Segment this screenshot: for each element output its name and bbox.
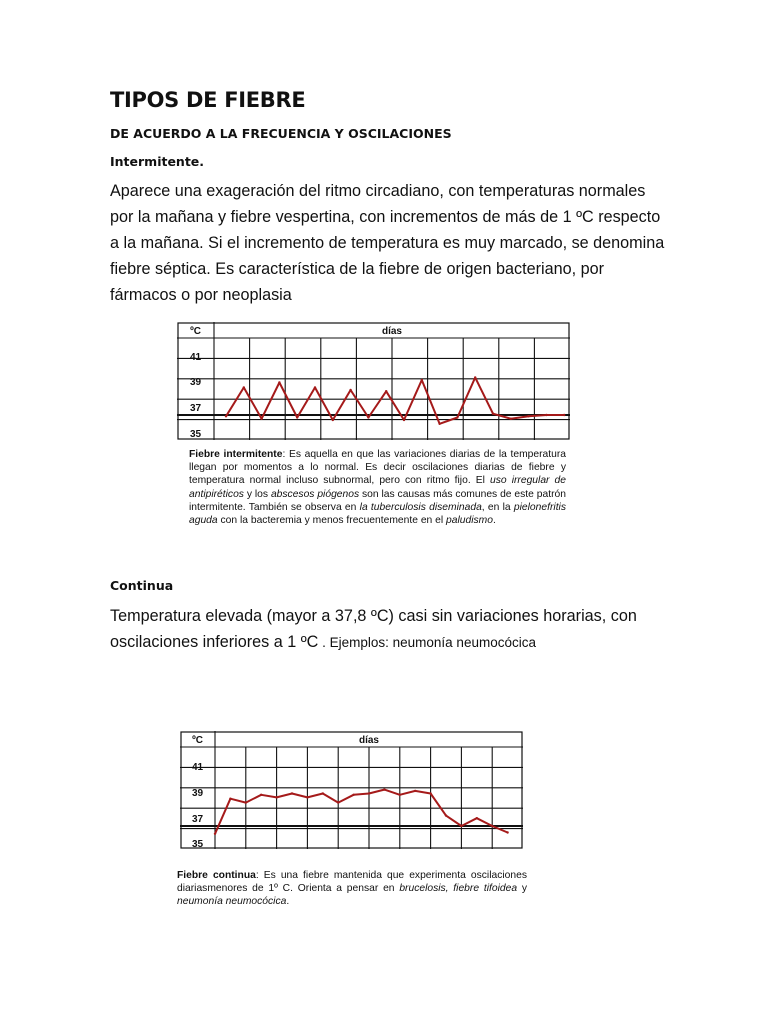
caption-text: , en la	[481, 501, 514, 513]
chart-data-point	[225, 415, 227, 417]
chart-data-point	[332, 419, 334, 421]
chart-y-tick-label: 39	[189, 377, 202, 388]
caption-text: .	[492, 515, 496, 527]
chart-data-point	[476, 817, 478, 819]
caption-text: con la bacteremia y menos frecuentemente en el	[217, 515, 447, 527]
chart-y-tick-label: 41	[191, 762, 204, 773]
chart-data-point	[229, 798, 231, 800]
chart-data-point	[460, 825, 462, 827]
page-title: TIPOS DE FIEBRE	[110, 88, 306, 112]
caption-emphasis: abscesos piógenos	[270, 488, 360, 500]
chart-frame	[178, 323, 569, 439]
chart-data-point	[403, 419, 405, 421]
continuous-fever-chart	[180, 731, 523, 849]
chart-y-tick-label: 39	[191, 788, 204, 799]
chart-data-point	[322, 792, 324, 794]
chart-data-point	[349, 389, 351, 391]
chart-y-tick-label: 41	[189, 352, 202, 363]
chart-data-point	[314, 386, 316, 388]
chart-data-point	[491, 825, 493, 827]
chart-data-point	[368, 792, 370, 794]
page-subtitle: DE ACUERDO A LA FRECUENCIA Y OSCILACIONES	[110, 126, 452, 141]
chart-data-point	[306, 796, 308, 798]
chart-data-point	[527, 415, 529, 417]
caption-text: son las causas más comunes de este patrón intermitente. También se observa en	[189, 488, 566, 513]
chart-data-point	[260, 418, 262, 420]
section-heading-continua: Continua	[110, 578, 174, 593]
chart-data-point	[214, 833, 216, 835]
chart-x-label: días	[381, 326, 403, 337]
caption-emphasis: brucelosis, fiebre tifoidea	[399, 883, 518, 895]
chart-data-point	[291, 792, 293, 794]
chart-data-point	[506, 831, 508, 833]
chart-data-point	[545, 414, 547, 416]
chart-temperature-series	[215, 790, 508, 834]
chart-data-point	[563, 414, 565, 416]
chart-corner-label: ºC	[192, 735, 203, 746]
caption-emphasis: la tuberculosis diseminada	[359, 501, 482, 513]
chart-data-point	[474, 376, 476, 378]
chart-x-label: días	[358, 735, 380, 746]
chart-data-point	[367, 416, 369, 418]
caption-term: Fiebre continua	[177, 870, 256, 881]
chart-data-point	[352, 794, 354, 796]
chart-temperature-series	[226, 378, 564, 424]
chart-frame	[181, 732, 522, 848]
chart-corner-label: ºC	[190, 326, 201, 337]
caption-intermitente	[189, 448, 566, 527]
section-text-continua	[110, 603, 650, 656]
caption-continua	[177, 869, 527, 909]
chart-data-point	[337, 801, 339, 803]
caption-emphasis: pielonefritis aguda	[189, 501, 566, 527]
caption-text: y los	[243, 488, 271, 500]
chart-data-point	[429, 792, 431, 794]
chart-data-point	[245, 801, 247, 803]
chart-data-point	[399, 794, 401, 796]
caption-emphasis: paludismo	[446, 515, 493, 527]
caption-emphasis: uso irregular de antipiréticos	[189, 475, 567, 500]
chart-y-tick-label: 35	[191, 839, 204, 849]
section-text-main: Temperatura elevada (mayor a 37,8 ºC) casi sin variaciones horarias, con oscilaciones inferiores a 1 ºC	[110, 607, 637, 651]
chart-data-point	[445, 814, 447, 816]
chart-y-tick-label: 35	[189, 429, 202, 440]
chart-data-point	[385, 390, 387, 392]
caption-emphasis: neumonía neumocócica	[177, 896, 287, 908]
chart-grid	[180, 731, 523, 849]
chart-data-point	[383, 788, 385, 790]
caption-text: : Es aquella en que las variaciones diarias de la temperatura llegan por momentos a lo normal. Es decir oscilaciones diarias de fiebre y temperatura normal incluso subnormal, pero con ritmo fijo. El	[189, 449, 567, 487]
caption-text: .	[286, 896, 290, 908]
caption-text: y	[517, 883, 527, 895]
chart-data-point	[296, 416, 298, 418]
chart-data-point	[414, 790, 416, 792]
section-heading-intermitente: Intermitente.	[110, 154, 205, 169]
chart-data-point	[260, 794, 262, 796]
section-text-intermitente: Aparece una exageración del ritmo circadiano, con temperaturas normales por la mañana y fiebre vespertina, con incrementos de más de 1 ºC respecto a la mañana. Si el incremento de temperatura es muy marcado, se denomina fiebre séptica. Es característica de la fiebre de origen bacteriano, por fármacos o por neoplasia	[110, 182, 665, 304]
caption-term: Fiebre intermitente	[189, 449, 283, 460]
chart-data-point	[278, 381, 280, 383]
chart-y-tick-label: 37	[191, 814, 204, 825]
chart-grid	[177, 322, 570, 440]
chart-y-tick-label: 37	[189, 403, 202, 414]
chart-data-point	[275, 796, 277, 798]
chart-data-point	[421, 379, 423, 381]
intermittent-fever-chart	[177, 322, 570, 440]
chart-data-point	[456, 416, 458, 418]
section-text-examples: . Ejemplos: neumonía neumocócica	[318, 635, 536, 650]
caption-text: : Es una fiebre mantenida que experimenta oscilaciones diariasmenores de 1º C. Orienta a pensar en	[177, 870, 528, 895]
chart-data-point	[243, 386, 245, 388]
chart-data-point	[438, 423, 440, 425]
chart-data-point	[492, 413, 494, 415]
chart-data-point	[510, 418, 512, 420]
